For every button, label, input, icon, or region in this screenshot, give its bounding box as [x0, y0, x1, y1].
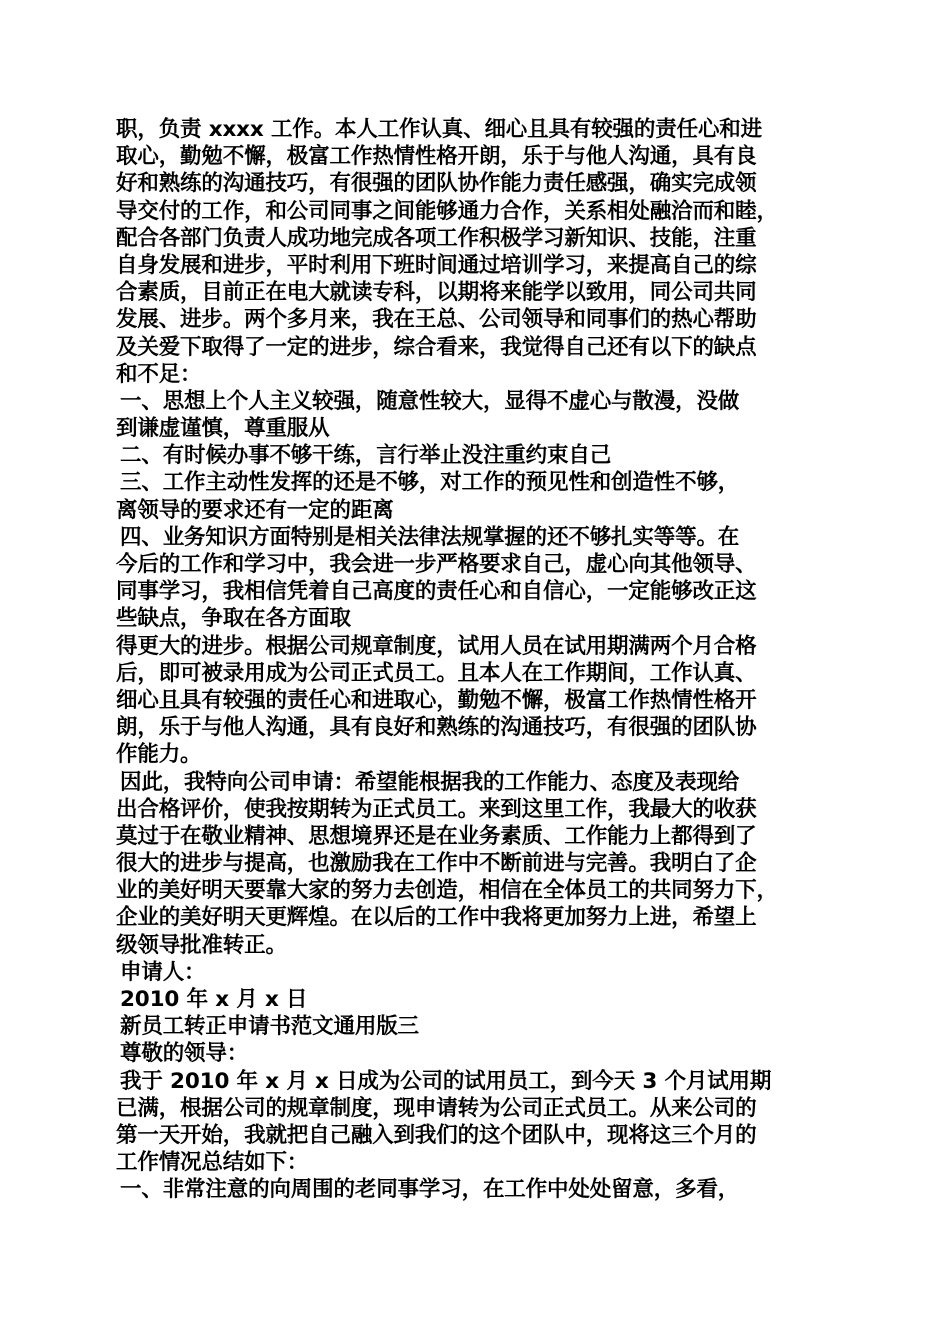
document-body [116, 116, 856, 1204]
date-line: 2010 年 x 月 x 日 [120, 987, 308, 1012]
list-item-1: 一、非常注意的向周围的老同事学习，在工作中处处留意，多看， [120, 1177, 740, 1203]
text-line: 到谦虚谨慎，尊重服从 [116, 416, 330, 442]
text-line: 朗，乐于与他人沟通，具有良好和熟练的沟通技巧，有很强的团队协 [116, 715, 757, 741]
text-line: 今后的工作和学习中，我会进一步严格要求自己，虚心向其他领导、 [116, 552, 757, 577]
text-line: 作能力。 [116, 742, 202, 768]
text-line: 发展、进步。两个多月来，我在王总、公司领导和同事们的热心帮助 [116, 307, 757, 333]
text-line: 及关爱下取得了一定的进步，综合看来，我觉得自己还有以下的缺点 [116, 334, 757, 360]
text-line: 和不足： [116, 361, 202, 387]
list-item-4: 四、业务知识方面特别是相关法律法规掌握的还不够扎实等等。在 [120, 524, 740, 550]
text-line: 合素质，目前正在电大就读专科，以期将来能学以致用，同公司共同 [116, 280, 757, 306]
text-line: 离领导的要求还有一定的距离 [116, 497, 394, 523]
text-line: 第一天开始，我就把自己融入到我们的这个团队中，现将这三个月的 [116, 1122, 757, 1148]
text-line: 很大的进步与提高，也激励我在工作中不断前进与完善。我明白了企 [116, 851, 757, 877]
list-item-3: 三、工作主动性发挥的还是不够，对工作的预见性和创造性不够， [120, 470, 740, 496]
text-line: 配合各部门负责人成功地完成各项工作积极学习新知识、技能，注重 [116, 225, 757, 251]
text-line: 好和熟练的沟通技巧，有很强的团队协作能力责任感强，确实完成领 [116, 171, 757, 197]
text-line: 企业的美好明天更辉煌。在以后的工作中我将更加努力上进，希望上 [116, 905, 757, 931]
text-line: 后，即可被录用成为公司正式员工。且本人在工作期间，工作认真、 [116, 660, 757, 686]
paragraph-start: 因此，我特向公司申请：希望能根据我的工作能力、态度及表现给 [120, 769, 740, 795]
text-line: 取心，勤勉不懈，极富工作热情性格开朗，乐于与他人沟通，具有良 [116, 144, 757, 170]
applicant-label: 申请人： [120, 959, 206, 985]
text-line: 莫过于在敬业精神、思想境界还是在业务素质、工作能力上都得到了 [116, 823, 757, 849]
text-line: 得更大的进步。根据公司规章制度，试用人员在试用期满两个月合格 [116, 633, 757, 659]
salutation: 尊敬的领导： [120, 1041, 249, 1067]
text-line: 导交付的工作，和公司同事之间能够通力合作，关系相处融洽而和睦， [116, 198, 778, 224]
paragraph-start: 我于 2010 年 x 月 x 日成为公司的试用员工，到今天 3 个月试用期 [120, 1068, 772, 1094]
text-line: 自身发展和进步，平时利用下班时间通过培训学习，来提高自己的综 [116, 252, 757, 278]
text-line: 同事学习，我相信凭着自己高度的责任心和自信心，一定能够改正这 [116, 579, 757, 605]
text-line: 级领导批准转正。 [116, 932, 287, 958]
text-line: 业的美好明天要靠大家的努力去创造，相信在全体员工的共同努力下， [116, 878, 778, 904]
text-line: 些缺点，争取在各方面取 [116, 606, 351, 632]
text-line: 职，负责 xxxx 工作。本人工作认真、细心且具有较强的责任心和进 [116, 117, 762, 142]
text-line: 已满，根据公司的规章制度，现申请转为公司正式员工。从来公司的 [116, 1095, 757, 1121]
section-title: 新员工转正申请书范文通用版三 [120, 1014, 419, 1040]
text-line: 细心且具有较强的责任心和进取心，勤勉不懈，极富工作热情性格开 [116, 687, 757, 713]
text-line: 出合格评价，使我按期转为正式员工。来到这里工作，我最大的收获 [116, 796, 757, 822]
list-item-2: 二、有时候办事不够干练，言行举止没注重约束自己 [120, 443, 612, 469]
list-item-1: 一、思想上个人主义较强，随意性较大，显得不虚心与散漫，没做 [120, 388, 740, 414]
text-line: 工作情况总结如下： [116, 1150, 309, 1176]
